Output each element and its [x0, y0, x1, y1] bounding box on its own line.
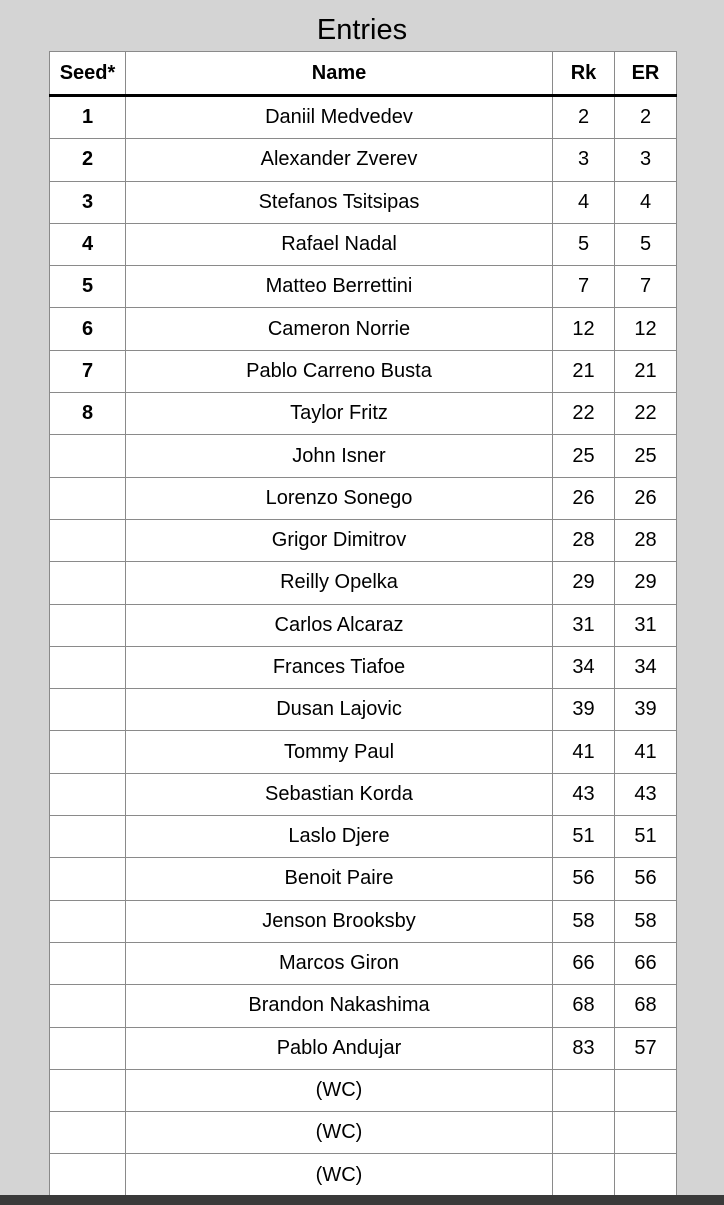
rk-cell: 39	[553, 689, 615, 731]
seed-cell	[50, 858, 126, 900]
name-cell: Stefanos Tsitsipas	[126, 181, 553, 223]
table-row	[50, 223, 677, 265]
rk-cell: 66	[553, 942, 615, 984]
table-row	[50, 985, 677, 1027]
rk-cell: 58	[553, 900, 615, 942]
name-cell: Cameron Norrie	[126, 308, 553, 350]
name-cell: Jenson Brooksby	[126, 900, 553, 942]
name-cell: (WC)	[126, 1154, 553, 1196]
rk-cell: 34	[553, 646, 615, 688]
rk-cell: 28	[553, 519, 615, 561]
er-cell: 58	[615, 900, 677, 942]
seed-cell	[50, 1154, 126, 1196]
rk-cell: 83	[553, 1027, 615, 1069]
table-row	[50, 900, 677, 942]
seed-header: Seed*	[50, 52, 126, 96]
seed-cell	[50, 900, 126, 942]
table-row	[50, 1027, 677, 1069]
name-cell: Tommy Paul	[126, 731, 553, 773]
seed-cell	[50, 562, 126, 604]
seed-cell	[50, 1027, 126, 1069]
er-cell: 43	[615, 773, 677, 815]
seed-cell	[50, 816, 126, 858]
table-row	[50, 308, 677, 350]
seed-cell: 6	[50, 308, 126, 350]
rk-cell: 68	[553, 985, 615, 1027]
er-cell: 21	[615, 350, 677, 392]
table-row	[50, 350, 677, 392]
seed-cell: 3	[50, 181, 126, 223]
er-cell: 34	[615, 646, 677, 688]
rk-cell: 26	[553, 477, 615, 519]
seed-cell	[50, 985, 126, 1027]
name-cell: Brandon Nakashima	[126, 985, 553, 1027]
name-header: Name	[126, 52, 553, 96]
rk-cell: 22	[553, 393, 615, 435]
table-row	[50, 1154, 677, 1196]
seed-cell	[50, 646, 126, 688]
er-cell: 66	[615, 942, 677, 984]
rk-cell: 51	[553, 816, 615, 858]
table-row	[50, 689, 677, 731]
table-row	[50, 435, 677, 477]
seed-cell: 8	[50, 393, 126, 435]
table-row	[50, 773, 677, 815]
er-cell: 12	[615, 308, 677, 350]
er-cell: 68	[615, 985, 677, 1027]
rk-cell: 2	[553, 96, 615, 139]
seed-cell: 2	[50, 139, 126, 181]
seed-cell	[50, 731, 126, 773]
seed-cell	[50, 604, 126, 646]
table-row	[50, 816, 677, 858]
rk-cell: 25	[553, 435, 615, 477]
name-cell: Dusan Lajovic	[126, 689, 553, 731]
table-row	[50, 139, 677, 181]
table-row	[50, 1112, 677, 1154]
seed-cell: 1	[50, 96, 126, 139]
er-cell: 2	[615, 96, 677, 139]
er-cell	[615, 1112, 677, 1154]
er-cell: 39	[615, 689, 677, 731]
name-cell: Pablo Andujar	[126, 1027, 553, 1069]
er-cell	[615, 1069, 677, 1111]
er-cell: 25	[615, 435, 677, 477]
er-header: ER	[615, 52, 677, 96]
name-cell: Matteo Berrettini	[126, 266, 553, 308]
name-cell: Taylor Fritz	[126, 393, 553, 435]
header-row	[50, 52, 677, 96]
name-cell: Lorenzo Sonego	[126, 477, 553, 519]
bottom-bar	[0, 1195, 724, 1205]
name-cell: Reilly Opelka	[126, 562, 553, 604]
table-row	[50, 393, 677, 435]
er-cell: 51	[615, 816, 677, 858]
table-row	[50, 604, 677, 646]
er-cell: 5	[615, 223, 677, 265]
table-row	[50, 519, 677, 561]
table-row	[50, 731, 677, 773]
seed-cell	[50, 435, 126, 477]
er-cell: 4	[615, 181, 677, 223]
table-row	[50, 562, 677, 604]
rk-cell: 4	[553, 181, 615, 223]
rk-cell	[553, 1069, 615, 1111]
table-row	[50, 181, 677, 223]
rk-cell: 7	[553, 266, 615, 308]
rk-cell: 31	[553, 604, 615, 646]
rk-cell	[553, 1154, 615, 1196]
seed-cell	[50, 773, 126, 815]
rk-cell: 5	[553, 223, 615, 265]
name-cell: Pablo Carreno Busta	[126, 350, 553, 392]
er-cell: 22	[615, 393, 677, 435]
rk-cell	[553, 1112, 615, 1154]
er-cell: 41	[615, 731, 677, 773]
er-cell: 29	[615, 562, 677, 604]
rk-cell: 3	[553, 139, 615, 181]
rk-cell: 43	[553, 773, 615, 815]
table-row	[50, 96, 677, 139]
name-cell: Laslo Djere	[126, 816, 553, 858]
er-cell: 28	[615, 519, 677, 561]
er-cell: 3	[615, 139, 677, 181]
name-cell: Marcos Giron	[126, 942, 553, 984]
name-cell: Benoit Paire	[126, 858, 553, 900]
rk-cell: 12	[553, 308, 615, 350]
er-cell: 57	[615, 1027, 677, 1069]
table-row	[50, 266, 677, 308]
rk-cell: 41	[553, 731, 615, 773]
seed-cell	[50, 519, 126, 561]
er-cell: 56	[615, 858, 677, 900]
name-cell: Carlos Alcaraz	[126, 604, 553, 646]
table-row	[50, 477, 677, 519]
seed-cell: 7	[50, 350, 126, 392]
er-cell: 7	[615, 266, 677, 308]
page-title: Entries	[316, 14, 408, 46]
rk-cell: 21	[553, 350, 615, 392]
name-cell: Grigor Dimitrov	[126, 519, 553, 561]
name-cell: Daniil Medvedev	[126, 96, 553, 139]
name-cell: John Isner	[126, 435, 553, 477]
seed-cell	[50, 1069, 126, 1111]
entries-table	[49, 51, 677, 1197]
name-cell: Sebastian Korda	[126, 773, 553, 815]
table-row	[50, 1069, 677, 1111]
name-cell: Rafael Nadal	[126, 223, 553, 265]
er-cell: 31	[615, 604, 677, 646]
seed-cell	[50, 689, 126, 731]
table-row	[50, 646, 677, 688]
table-row	[50, 942, 677, 984]
entries-body	[50, 96, 677, 1197]
table-row	[50, 858, 677, 900]
name-cell: (WC)	[126, 1112, 553, 1154]
er-cell	[615, 1154, 677, 1196]
seed-cell	[50, 1112, 126, 1154]
name-cell: (WC)	[126, 1069, 553, 1111]
seed-cell: 5	[50, 266, 126, 308]
seed-cell	[50, 477, 126, 519]
rk-header: Rk	[553, 52, 615, 96]
rk-cell: 29	[553, 562, 615, 604]
seed-cell	[50, 942, 126, 984]
er-cell: 26	[615, 477, 677, 519]
seed-cell: 4	[50, 223, 126, 265]
name-cell: Alexander Zverev	[126, 139, 553, 181]
name-cell: Frances Tiafoe	[126, 646, 553, 688]
rk-cell: 56	[553, 858, 615, 900]
